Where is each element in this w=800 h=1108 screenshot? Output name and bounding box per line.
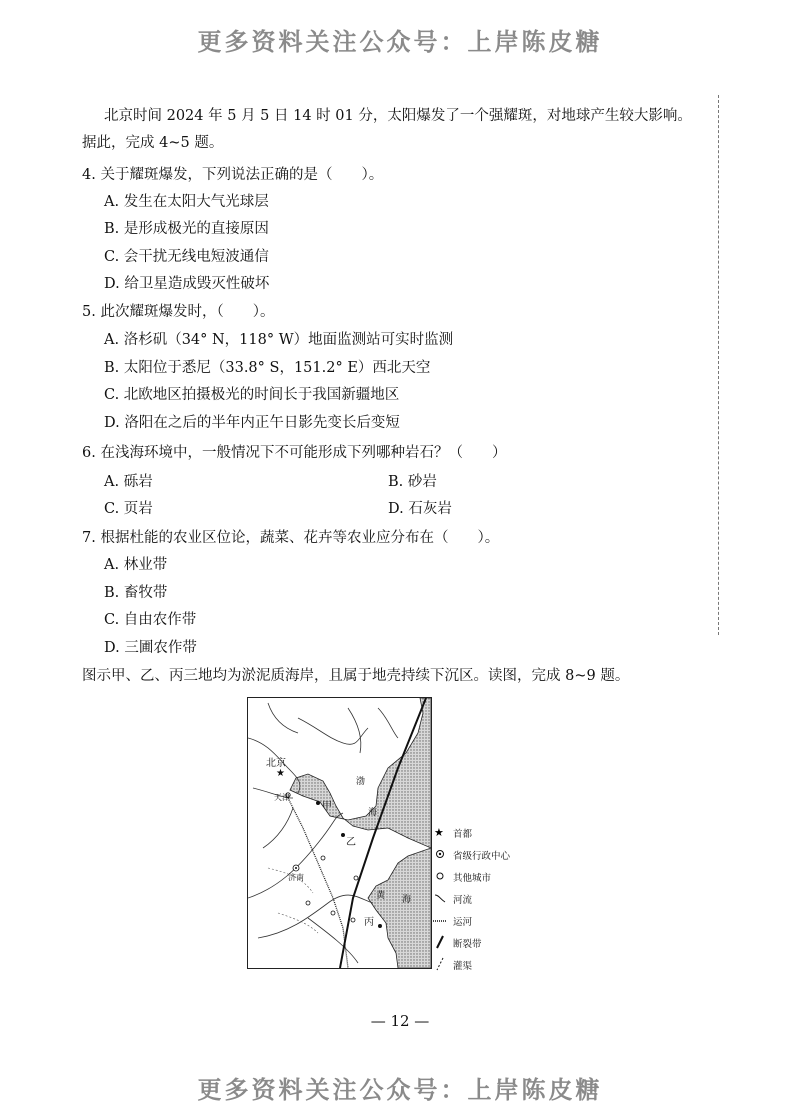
fault-icon <box>433 935 447 949</box>
label-tianjin: 天津 <box>274 793 290 802</box>
city-dot <box>306 901 310 905</box>
city-dot <box>316 801 320 805</box>
question-4-option-d[interactable]: D. 给卫星造成毁灭性破坏 <box>104 276 270 292</box>
question-5-stem: 5. 此次耀斑爆发时，（ ）。 <box>82 304 275 320</box>
question-7-option-c[interactable]: C. 自由农作带 <box>104 612 197 628</box>
label-beijing: 北京 <box>266 758 286 769</box>
watermark-bottom: 更多资料关注公众号：上岸陈皮糖 <box>197 1076 603 1104</box>
river-line <box>308 918 358 963</box>
intro-4-5-line1: 北京时间 2024 年 5 月 5 日 14 时 01 分，太阳爆发了一个强耀斑，对地球产生较大影响。 <box>104 108 692 124</box>
bohai-sea <box>290 698 431 848</box>
city-dot <box>331 911 335 915</box>
river-line <box>298 718 368 744</box>
question-4-option-a[interactable]: A. 发生在太阳大气光球层 <box>104 194 269 210</box>
star-icon <box>433 825 447 839</box>
page-edge-divider <box>718 95 719 635</box>
label-bing: 丙 <box>364 917 374 928</box>
channel-line <box>278 913 318 933</box>
city-icon <box>433 869 447 883</box>
question-4-option-b[interactable]: B. 是形成极光的直接原因 <box>104 221 269 237</box>
question-6-option-b[interactable]: B. 砂岩 <box>388 474 437 490</box>
channel-icon <box>433 957 447 971</box>
label-jia: 甲 <box>322 801 332 812</box>
intro-4-5-line2: 据此，完成 4~5 题。 <box>82 135 224 151</box>
label-jinan: 济南 <box>288 873 304 882</box>
question-5-option-b[interactable]: B. 太阳位于悉尼（33.8° S，151.2° E）西北天空 <box>104 360 431 376</box>
city-dot <box>354 876 358 880</box>
coastal-map <box>247 697 432 969</box>
question-5-option-a[interactable]: A. 洛杉矶（34° N，118° W）地面监测站可实时监测 <box>104 332 454 348</box>
city-dot <box>341 833 345 837</box>
question-7-option-d[interactable]: D. 三圃农作带 <box>104 640 197 656</box>
question-7-stem: 7. 根据杜能的农业区位论，蔬菜、花卉等农业应分布在（ ）。 <box>82 530 500 546</box>
question-5-option-c[interactable]: C. 北欧地区拍摄极光的时间长于我国新疆地区 <box>104 387 400 403</box>
question-6-option-a[interactable]: A. 砾岩 <box>104 474 153 490</box>
question-4-option-c[interactable]: C. 会干扰无线电短波通信 <box>104 249 269 265</box>
city-dot <box>321 856 325 860</box>
question-7-option-b[interactable]: B. 畜牧带 <box>104 585 168 601</box>
river-line <box>248 813 343 898</box>
capital-star: ★ <box>276 768 285 779</box>
provincial-capital-icon <box>433 847 447 861</box>
question-6-option-d[interactable]: D. 石灰岩 <box>388 501 452 517</box>
canal-icon <box>433 913 447 927</box>
intro-4-5 <box>82 103 722 157</box>
svg-text:★: ★ <box>434 826 444 839</box>
yellow-sea <box>368 848 431 968</box>
question-5-option-d[interactable]: D. 洛阳在之后的半年内正午日影先变长后变短 <box>104 415 400 431</box>
label-bohai-2: 海 <box>368 808 378 818</box>
question-6-option-c[interactable]: C. 页岩 <box>104 501 153 517</box>
label-huanghai-1: 黄 <box>376 891 386 901</box>
label-huanghai-2: 海 <box>402 895 412 905</box>
river-line <box>378 708 398 738</box>
intro-8-9: 图示甲、乙、丙三地均为淤泥质海岸，且属于地壳持续下沉区。读图，完成 8~9 题。 <box>82 668 630 684</box>
river-line <box>268 703 298 733</box>
label-yi: 乙 <box>346 837 356 848</box>
page-number: — 12 — <box>370 1012 430 1030</box>
question-7-option-a[interactable]: A. 林业带 <box>104 557 168 573</box>
provincial-capital-dot <box>295 867 297 869</box>
question-4-stem: 4. 关于耀斑爆发，下列说法正确的是（ ）。 <box>82 167 384 183</box>
river-icon <box>433 891 447 905</box>
city-dot <box>378 924 382 928</box>
river-line <box>348 708 361 753</box>
watermark-top: 更多资料关注公众号：上岸陈皮糖 <box>197 28 603 56</box>
river-line <box>258 895 373 938</box>
question-6-stem: 6. 在浅海环境中，一般情况下不可能形成下列哪种岩石？（ ） <box>82 445 507 461</box>
river-line <box>263 808 293 848</box>
label-bohai-1: 渤 <box>356 777 366 787</box>
city-dot <box>351 918 355 922</box>
